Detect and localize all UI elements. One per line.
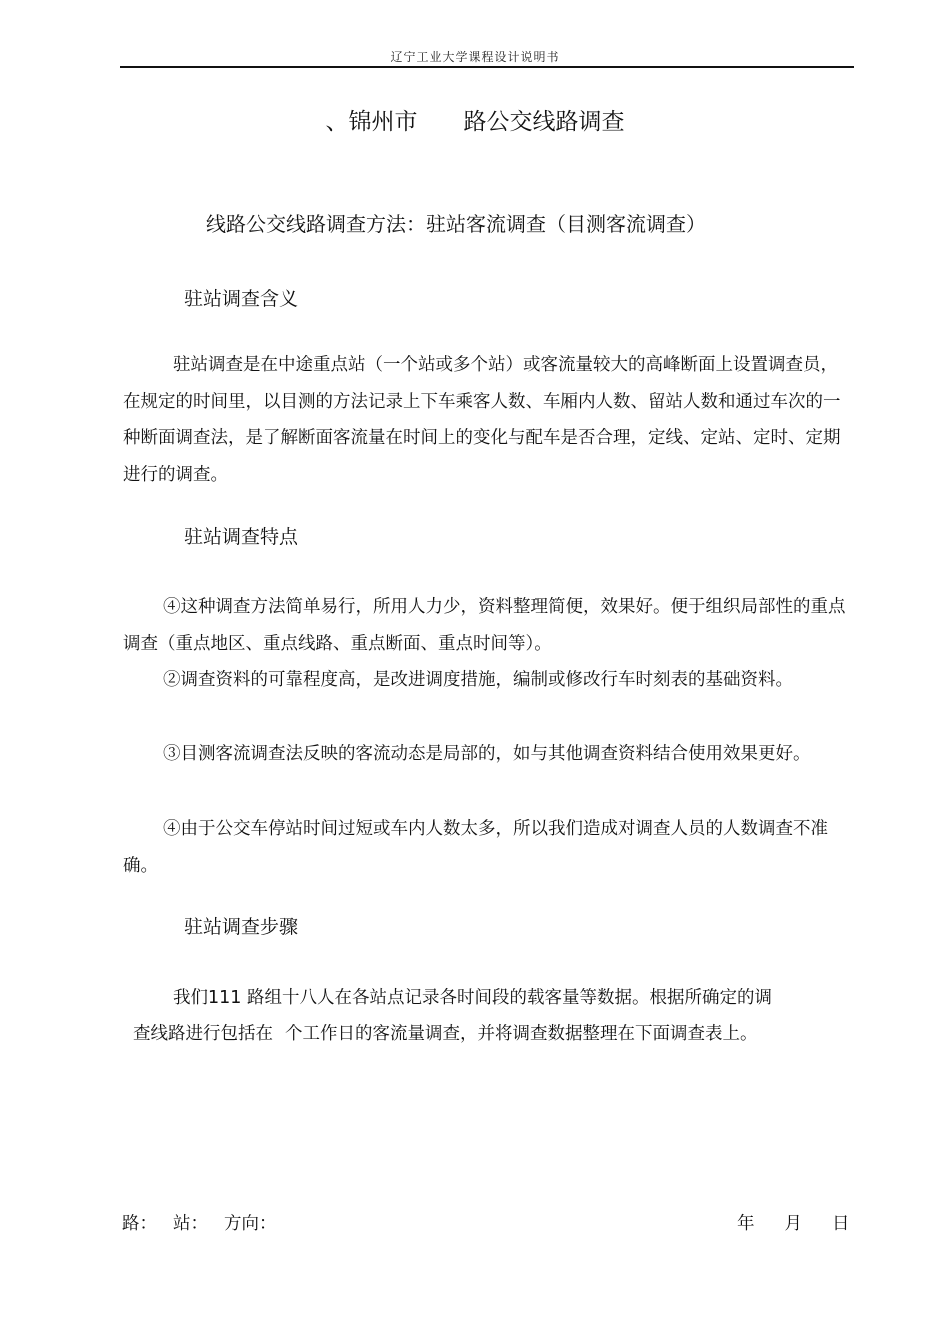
month-label: 月 <box>784 1214 802 1234</box>
method-subtitle: 线路公交线路调查方法：驻站客流调查（目测客流调查） <box>206 212 706 236</box>
route-number: 111 <box>208 988 242 1008</box>
feature-item <box>123 811 853 884</box>
day-label: 日 <box>832 1214 850 1234</box>
direction-label: 方向： <box>224 1214 277 1234</box>
feature-item <box>123 662 853 699</box>
section-meaning-paragraph <box>123 347 853 493</box>
route-label: 路： <box>122 1214 157 1234</box>
header-rule <box>120 66 854 68</box>
section-heading-features: 驻站调查特点 <box>184 526 299 548</box>
year-label: 年 <box>737 1214 755 1234</box>
feature-text: ④由于公交车停站时间过短或车内人数太多，所以我们造成对调查人员的人数调查不准确。 <box>123 819 828 876</box>
footer-date <box>737 1210 850 1235</box>
feature-item <box>123 736 853 773</box>
page-title <box>0 103 950 136</box>
steps-line-2: 查线路进行包括在 个工作日的客流量调查，并将调查数据整理在下面调查表上。 <box>133 1024 758 1044</box>
steps-line-1: 我们111 路组十八人在各站点记录各时间段的载客量等数据。根据所确定的调 <box>173 988 772 1008</box>
footer-fields <box>122 1210 293 1235</box>
meaning-text: 驻站调查是在中途重点站（一个站或多个站）或客流量较大的高峰断面上设置调查员，在规定的时间里，以目测的方法记录上下车乘客人数、车厢内人数、留站人数和通过车次的一种断面调查法，是了解断面客流量在时间上的变化与配车是否合理，定线、定站、定时、定期进行的调查。 <box>123 355 841 485</box>
section-heading-steps: 驻站调查步骤 <box>184 916 299 938</box>
feature-text: ②调查资料的可靠程度高，是改进调度措施，编制或修改行车时刻表的基础资料。 <box>163 670 793 690</box>
section-heading-meaning: 驻站调查含义 <box>184 288 299 310</box>
station-label: 站： <box>173 1214 208 1234</box>
feature-item <box>123 589 853 662</box>
feature-text: ③目测客流调查法反映的客流动态是局部的，如与其他调查资料结合使用效果更好。 <box>163 744 811 764</box>
title-part-1: 、锦州市 <box>325 109 418 135</box>
title-part-2: 路公交线路调查 <box>463 109 625 135</box>
running-header: 辽宁工业大学课程设计说明书 <box>390 50 560 64</box>
feature-text: ④这种调查方法简单易行，所用人力少，资料整理简便，效果好。便于组织局部性的重点调查（重点地区、重点线路、重点断面、重点时间等）。 <box>123 597 846 654</box>
